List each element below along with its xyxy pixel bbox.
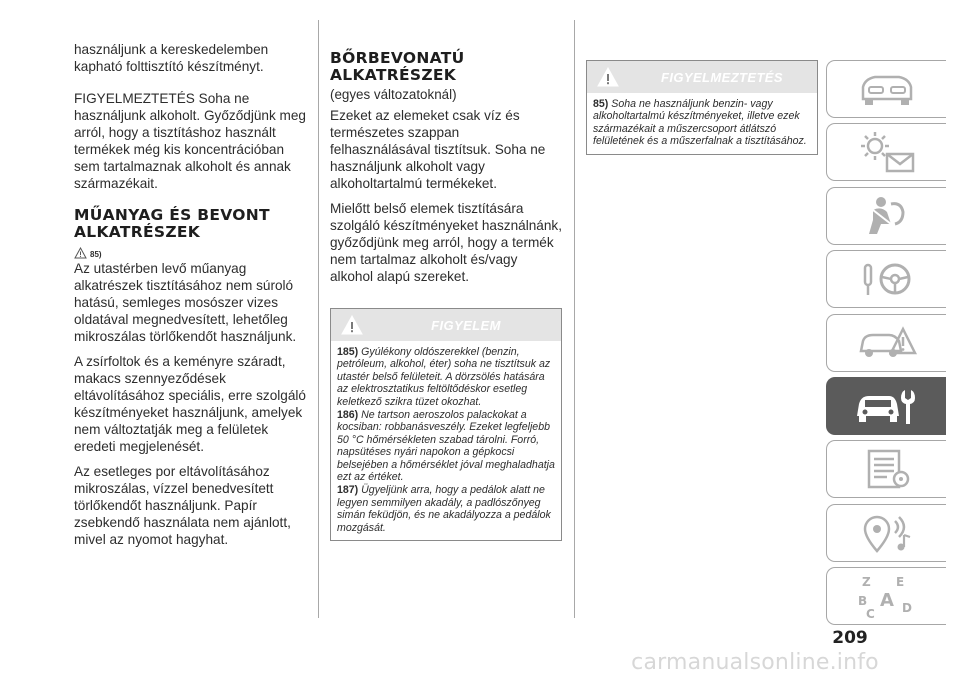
warning-lights-message-icon — [855, 130, 919, 174]
warning-box-body — [587, 93, 817, 154]
car-maintenance-icon — [853, 384, 921, 428]
warning-box — [586, 60, 818, 155]
seat-airbag-safety-icon — [855, 194, 919, 238]
index-letter: A — [879, 590, 894, 612]
caution-item-text: Gyúlékony oldószerekkel (benzin, petróleum, alkohol, éter) soha ne tisztítsuk az utastér belső felületeit. A dörzsölés hatására az elektrosztatikus feltöltődéskor esetleg keletkező szikra tüzet okozhat. — [337, 346, 551, 408]
multimedia-icon — [855, 511, 919, 555]
caution-item — [337, 346, 555, 408]
caution-item-text: Ne tartson aeroszolos palackokat a kocsiban: robbanásveszély. Ezeket legfeljebb 50 °C hőmérsékleten szabad tárolni. Forró, napsütéses nyári napokon a gépkocsi belsejében a hőmérséklet jóval meghaladhatja ezt az értéket. — [337, 409, 555, 484]
tab-warning-lights[interactable] — [826, 123, 946, 181]
index-letter: C — [865, 607, 875, 621]
column-right — [586, 60, 818, 155]
caution-item-number: 185) — [337, 346, 359, 358]
plastic-parts-heading: MŰANYAG ÉS BEVONT ALKATRÉSZEK — [74, 206, 270, 241]
index-letter: D — [901, 601, 912, 616]
alphabetical-index-icon — [852, 572, 922, 620]
tab-multimedia[interactable] — [826, 504, 946, 562]
tab-emergency[interactable] — [826, 314, 946, 372]
key-steering-wheel-icon — [855, 257, 919, 301]
index-letter: Z — [861, 575, 871, 590]
caution-item — [337, 409, 555, 483]
plastic-paragraph-1: Az utastérben levő műanyag alkatrészek tisztításához nem súroló hatású, semleges mosószer vizes oldatával megnedvesített, lehetőleg mikroszálas törlőkendőt használjunk. — [74, 261, 297, 344]
column-divider-left — [318, 20, 319, 618]
warning-triangle-icon — [74, 247, 87, 259]
index-letter: B — [857, 594, 867, 609]
warning-box-header — [587, 61, 817, 93]
plastic-paragraph-2: A zsírfoltok és a keményre száradt, makacs szennyeződések eltávolításához speciális, erre szolgáló készítményeket használjunk, amelyek nem változtatják meg a felületek eredeti megjelenését. — [74, 354, 306, 454]
caution-item — [337, 484, 555, 534]
watermark: carmanualsonline.info — [631, 650, 879, 675]
tab-safety[interactable] — [826, 187, 946, 245]
tab-technical-data[interactable] — [826, 440, 946, 498]
caution-item-number: 187) — [337, 484, 359, 497]
leather-parts-heading: BŐRBEVONATÚ ALKATRÉSZEK — [330, 49, 465, 84]
warning-box-title: FIGYELMEZTETÉS — [661, 69, 783, 85]
tab-index[interactable] — [826, 567, 946, 625]
tab-starting-driving[interactable] — [826, 250, 946, 308]
warning-paragraph: FIGYELMEZTETÉS Soha ne használjunk alkoholt. Győződjünk meg arról, hogy a tisztításhoz használt termékek még kis koncentrációban sem tartalmaznak alkoholt és annak származékait. — [74, 91, 306, 191]
caution-item-text: Ügyeljünk arra, hogy a pedálok alatt ne legyen semmilyen akadály, a padlószőnyeg simán feküdjön, és ne akadályozza a pedálok mozgását. — [337, 484, 551, 534]
caution-box — [330, 308, 562, 541]
caution-triangle-icon — [341, 315, 363, 335]
chapter-tabs — [826, 60, 946, 631]
leather-paragraph-1: Ezeket az elemeket csak víz és természetes szappan felhasználásával tisztítsuk. Soha ne használjunk alkoholt vagy alkoholtartalmú termékeket. — [330, 108, 546, 191]
warning-item-number: 85) — [593, 98, 609, 110]
leather-subnote: (egyes változatoknál) — [330, 87, 457, 102]
index-letter: E — [895, 575, 904, 590]
tab-maintenance[interactable] — [826, 377, 946, 435]
caution-box-title: FIGYELEM — [431, 317, 501, 333]
intro-paragraph: használjunk a kereskedelemben kapható folttisztító készítményt. — [74, 42, 269, 74]
caution-box-header — [331, 309, 561, 341]
plastic-paragraph-3: Az esetleges por eltávolításához mikroszálas, vízzel benedvesített törlőkendőt használjunk. Papír zsebkendő használata nem ajánlott, mivel az nyomot hagyhat. — [74, 464, 291, 547]
leather-paragraph-2: Mielőtt belső elemek tisztítására szolgáló készítményeket használnánk, győződjünk meg arról, hogy a termék nem tartalmaz alkoholt és/vagy alkohol alapú szereket. — [330, 201, 562, 284]
car-dashboard-icon — [855, 69, 919, 109]
column-left — [74, 41, 306, 548]
page-number: 209 — [832, 628, 868, 648]
breakdown-warning-icon — [855, 321, 919, 365]
caution-item-number: 186) — [337, 409, 359, 422]
column-middle — [330, 50, 562, 541]
warning-item — [593, 98, 811, 148]
warning-item-text: Soha ne használjunk benzin- vagy alkoholtartalmú készítményeket, illetve ezek származékait a műszercsoport átlátszó felületének és a műszerfalnak a tisztításához. — [593, 98, 807, 148]
warning-reference-number: 85) — [90, 250, 102, 259]
warning-reference — [74, 243, 306, 259]
column-divider-right — [574, 20, 575, 618]
warning-box-triangle-icon — [597, 67, 619, 87]
tab-dashboard[interactable] — [826, 60, 946, 118]
technical-data-icon — [855, 447, 919, 491]
caution-box-body — [331, 341, 561, 540]
